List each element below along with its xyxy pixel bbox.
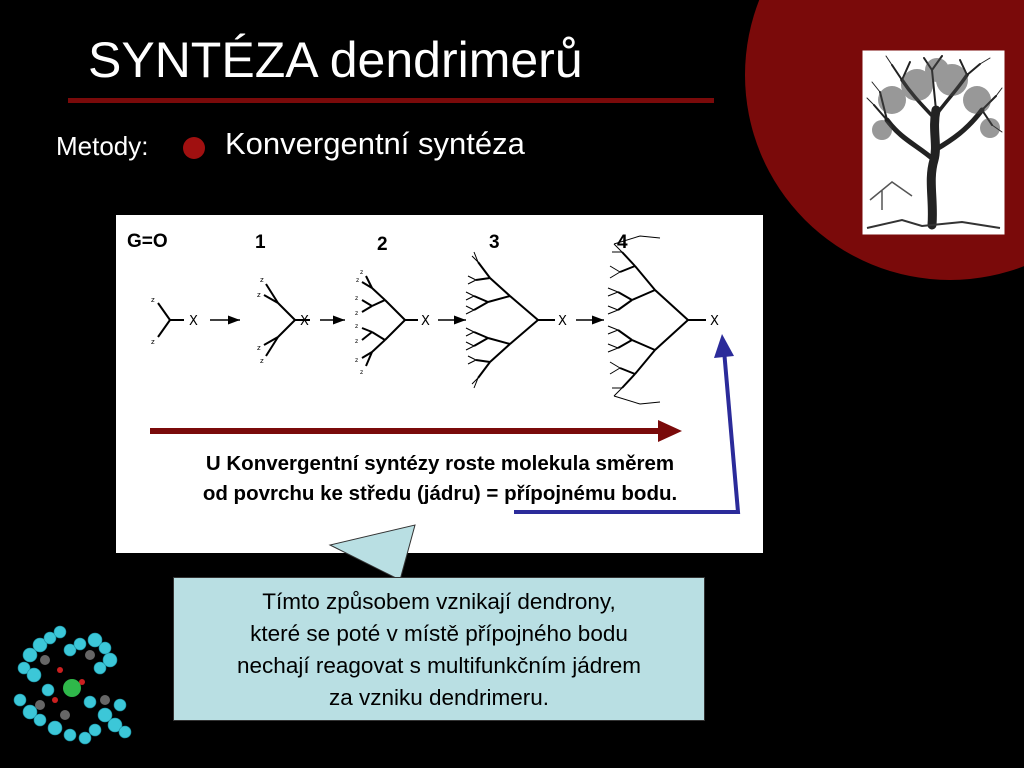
method-name: Konvergentní syntéza: [225, 126, 525, 161]
callout-box: [173, 577, 705, 721]
description-line: od povrchu ke středu (jádru) = přípojnému bodu.: [202, 482, 678, 505]
callout-line: za vzniku dendrimeru.: [328, 685, 550, 710]
svg-text:z: z: [355, 295, 359, 302]
stage-label-4: 4: [617, 232, 628, 253]
svg-text:X: X: [558, 314, 567, 329]
svg-text:z: z: [355, 310, 359, 317]
svg-text:z: z: [356, 277, 360, 284]
stage-label-3: 3: [489, 232, 500, 253]
svg-text:X: X: [300, 314, 309, 329]
tree-illustration: [862, 50, 1005, 235]
title-underline: [68, 98, 714, 103]
svg-text:z: z: [355, 357, 359, 364]
methods-label: Metody:: [56, 131, 149, 161]
svg-text:z: z: [257, 344, 261, 352]
stage-label-g0: G=O: [127, 231, 168, 252]
svg-text:X: X: [710, 314, 719, 329]
description-line: U Konvergentní syntézy roste molekula směrem: [205, 452, 675, 475]
svg-text:X: X: [421, 314, 430, 329]
stage-label-2: 2: [377, 234, 388, 255]
svg-text:z: z: [151, 296, 155, 304]
svg-text:z: z: [355, 338, 359, 345]
stage-label-1: 1: [255, 232, 266, 253]
dendrimer-molecule-icon: [10, 620, 140, 750]
svg-text:z: z: [360, 269, 364, 276]
bullet-icon: [183, 137, 205, 159]
svg-text:z: z: [260, 276, 264, 284]
svg-text:z: z: [260, 357, 264, 365]
diagram-description: [130, 449, 750, 509]
focal-point-label: X: [189, 314, 198, 329]
svg-text:z: z: [355, 323, 359, 330]
svg-text:z: z: [151, 338, 155, 346]
svg-text:z: z: [257, 291, 261, 299]
svg-text:z: z: [360, 369, 364, 376]
callout-line: nechají reagovat s multifunkčním jádrem: [237, 653, 641, 678]
slide-title: SYNTÉZA dendrimerů: [88, 32, 583, 88]
callout-line: které se poté v místě přípojného bodu: [250, 621, 628, 646]
callout-line: Tímto způsobem vznikají dendrony,: [262, 589, 616, 614]
